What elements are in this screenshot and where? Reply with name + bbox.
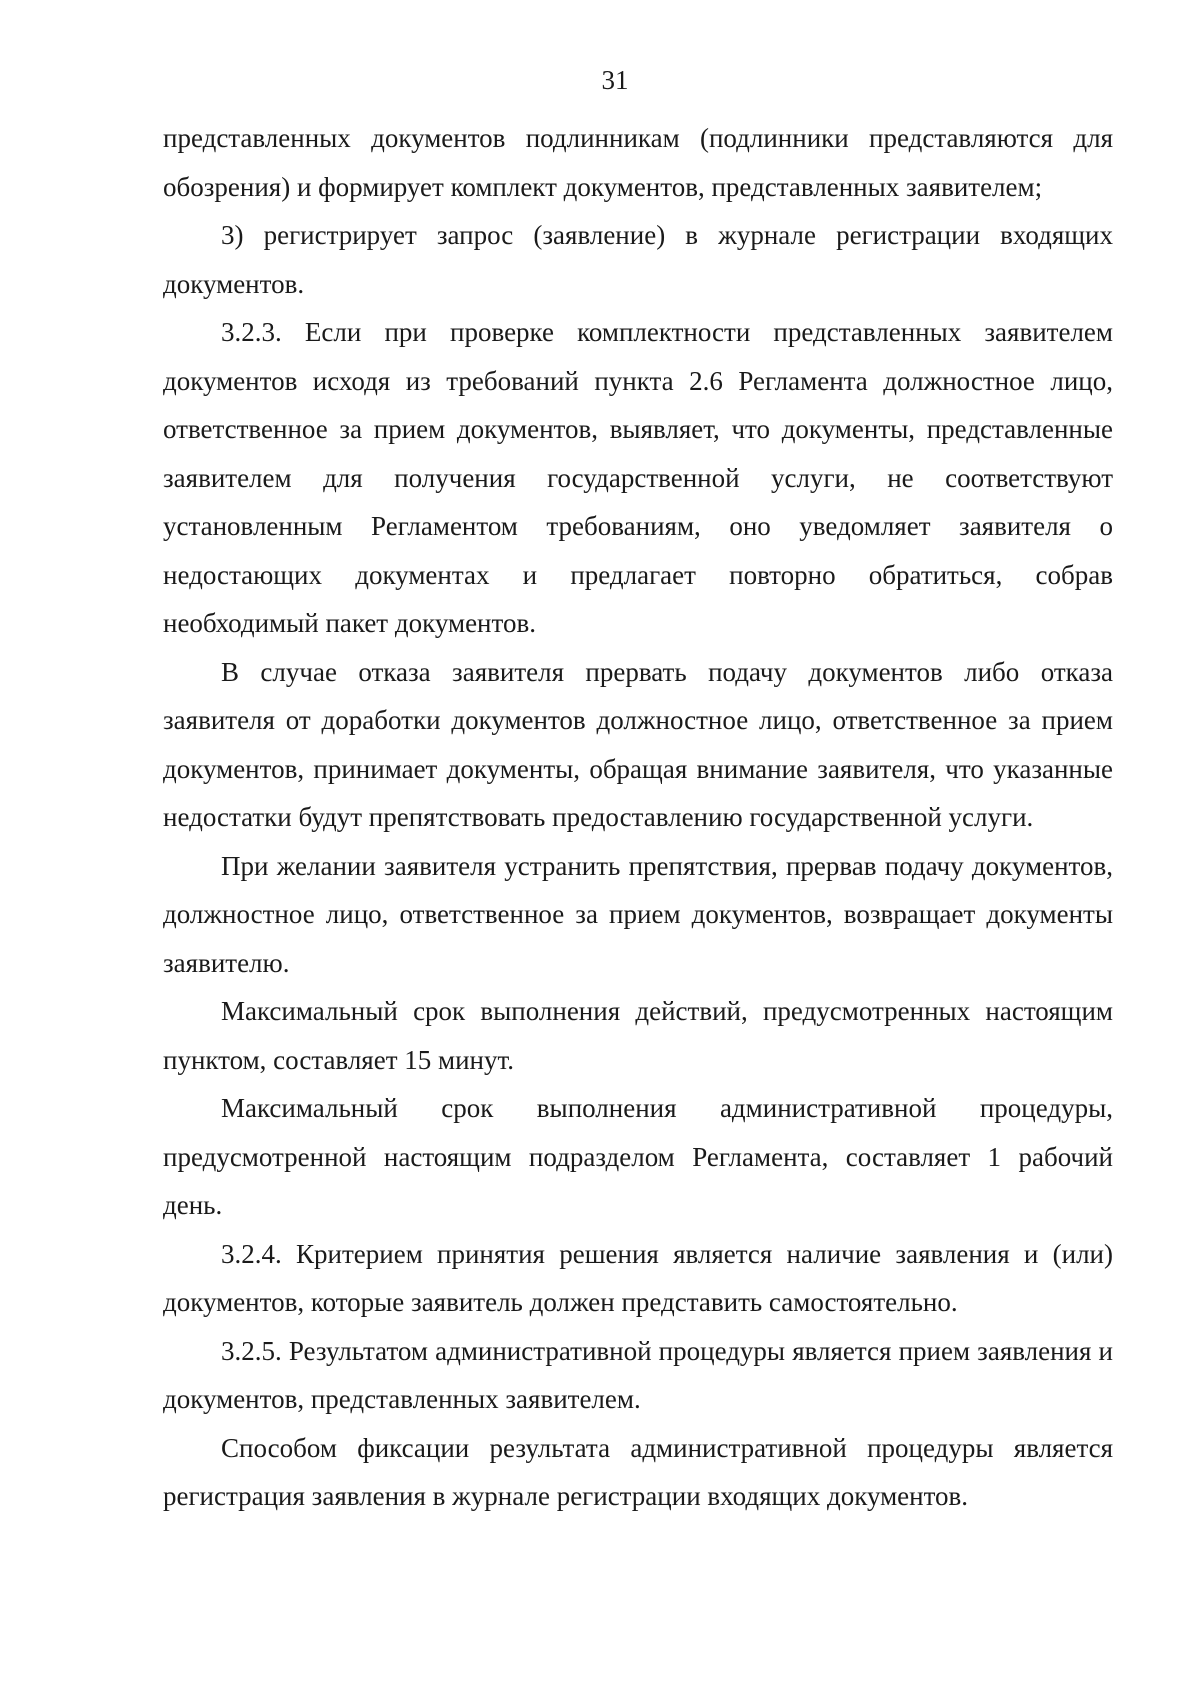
paragraph-max-time-actions: Максимальный срок выполнения действий, предусмотренных настоящим пунктом, составляет 15 минут. [163, 996, 1113, 1075]
paragraph-return-documents: При желании заявителя устранить препятствия, прервав подачу документов, должностное лицо, ответственное за прием документов, возвращает документы заявителю. [163, 850, 1113, 978]
paragraph-3-2-4: 3.2.4. Критерием принятия решения является наличие заявления и (или) документов, которые заявитель должен представить самостоятельно. [163, 1238, 1113, 1317]
paragraph-3-2-3: 3.2.3. Если при проверке комплектности представленных заявителем документов исходя из требований пункта 2.6 Регламента должностное лицо, ответственное за прием документов, выявляет, что документы, представленные заявителем для получения государственной услуги, не соответствуют установленным Регламентом требованиям, оно уведомляет заявителя о недостающих документах и предлагает повторно обратиться, собрав необходимый пакет документов. [163, 317, 1113, 638]
paragraph-item-3: 3) регистрирует запрос (заявление) в журнале регистрации входящих документов. [163, 220, 1113, 299]
document-body [163, 114, 1113, 1521]
paragraph-max-time-procedure: Максимальный срок выполнения административной процедуры, предусмотренной настоящим подразделом Регламента, составляет 1 рабочий день. [163, 1093, 1113, 1220]
paragraph-3-2-5: 3.2.5. Результатом административной процедуры является прием заявления и документов, представленных заявителем. [163, 1335, 1113, 1414]
paragraph-refusal-case: В случае отказа заявителя прервать подачу документов либо отказа заявителя от доработки документов должностное лицо, ответственное за прием документов, принимает документы, обращая внимание заявителя, что указанные недостатки будут препятствовать предоставлению государственной услуги. [163, 656, 1113, 832]
paragraph-continuation: представленных документов подлинникам (подлинники представляются для обозрения) и формирует комплект документов, представленных заявителем; [163, 123, 1113, 202]
page-number: 31 [601, 65, 629, 95]
paragraph-fixation-method: Способом фиксации результата административной процедуры является регистрация заявления в журнале регистрации входящих документов. [163, 1432, 1113, 1511]
